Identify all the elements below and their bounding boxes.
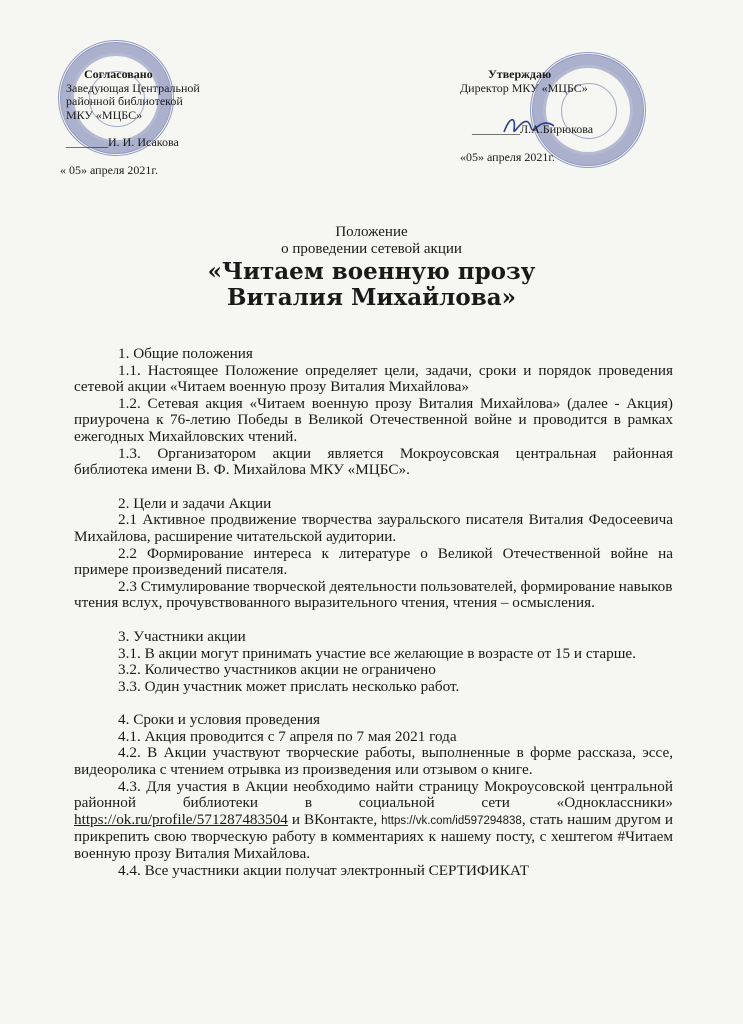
paragraph-4-3-text-b: и ВКонтакте,	[291, 810, 378, 828]
approval-right-date: «05» апреля 2021г.	[460, 149, 555, 164]
approval-right-label: Утверждаю	[488, 67, 552, 81]
approval-left-position-3: МКУ «МЦБС»	[66, 107, 143, 122]
approval-block-right	[460, 68, 670, 164]
paragraph-4-2: 4.2. В Акции участвуют творческие работы, выполненные в форме рассказа, эссе, видеоролика с чтением отрывка из произведения или отзывом о книге.	[74, 744, 673, 779]
document-subheading: о проведении сетевой акции	[281, 241, 462, 257]
approval-left-date: « 05» апреля 2021г.	[60, 162, 158, 177]
document-body	[74, 346, 673, 879]
paragraph-4-1: 4.1. Акция проводится с 7 апреля по 7 мая 2021 года	[118, 727, 457, 745]
section-3-heading: 3. Участники акции	[118, 627, 246, 645]
approval-left-position-2: районной библиотекой	[66, 94, 183, 108]
paragraph-3-2: 3.2. Количество участников акции не ограничено	[118, 661, 436, 679]
paragraph-1-1: 1.1. Настоящее Положение определяет цели, задачи, сроки и порядок проведения сетевой акции «Читаем военную прозу Виталия Михайлова»	[74, 361, 673, 396]
approval-left-label: Согласовано	[84, 67, 153, 81]
vkontakte-link[interactable]: https://vk.com/id597294838	[381, 814, 522, 827]
document-type-heading: Положение	[335, 224, 408, 240]
paragraph-3-3: 3.3. Один участник может прислать несколько работ.	[118, 677, 460, 695]
section-2-heading: 2. Цели и задачи Акции	[118, 494, 272, 512]
event-title-line-2: Виталия Михайлова»	[227, 284, 516, 311]
paragraph-2-1: 2.1 Активное продвижение творчества зауральского писателя Виталия Федосеевича Михайлова, расширение читательской аудитории.	[74, 511, 673, 545]
approval-block-left	[60, 67, 266, 177]
paragraph-2-3: 2.3 Стимулирование творческой деятельности пользователей, формирование навыков чтения вслух, прочувствованного выразительного чтения, чтения – осмысления.	[74, 577, 673, 612]
paragraph-4-3-text-c: , стать нашим другом и прикрепить свою творческую работу в комментариях к нашему посту, с хештегом #Читаем военную прозу Виталия Михайлова.	[74, 810, 674, 863]
paragraph-3-1: 3.1. В акции могут принимать участие все желающие в возрасте от 15 и старше.	[118, 644, 636, 662]
paragraph-2-2: 2.2 Формирование интереса к литературе о Великой Отечественной войне на примере произведений писателя.	[74, 544, 673, 579]
approval-left-position-1: Заведующая Центральной	[66, 80, 200, 95]
paragraph-4-4: 4.4. Все участники акции получат электронный СЕРТИФИКАТ	[118, 861, 529, 879]
section-1-heading: 1. Общие положения	[118, 345, 253, 362]
paragraph-1-3: 1.3. Организатором акции является Мокроусовская центральная районная библиотека имени В. Ф. Михайлова МКУ «МЦБС».	[74, 444, 673, 479]
paragraph-4-3-text-a: 4.3. Для участия в Акции необходимо найти страницу Мокроусовской центральной районной библиотеки в социальной сети «Одноклассники»	[74, 777, 673, 812]
paragraph-4-3	[74, 779, 673, 863]
approval-right-signature: ________Л.А.Бирюкова	[472, 122, 594, 136]
paragraph-1-2: 1.2. Сетевая акция «Читаем военную прозу Виталия Михайлова» (далее - Акция) приурочена к 76-летию Победы в Великой Отечественной войне и проводится в рамках ежегодных Михайловских чтений.	[74, 394, 673, 445]
event-title-line-1: «Читаем военную прозу	[207, 258, 536, 285]
odnoklassniki-link[interactable]: https://ok.ru/profile/571287483504	[74, 810, 288, 828]
approval-left-signature: _______И. И. Исакова	[66, 135, 179, 149]
approval-right-position: Директор МКУ «МЦБС»	[460, 80, 588, 95]
section-4-heading: 4. Сроки и условия проведения	[118, 711, 320, 729]
